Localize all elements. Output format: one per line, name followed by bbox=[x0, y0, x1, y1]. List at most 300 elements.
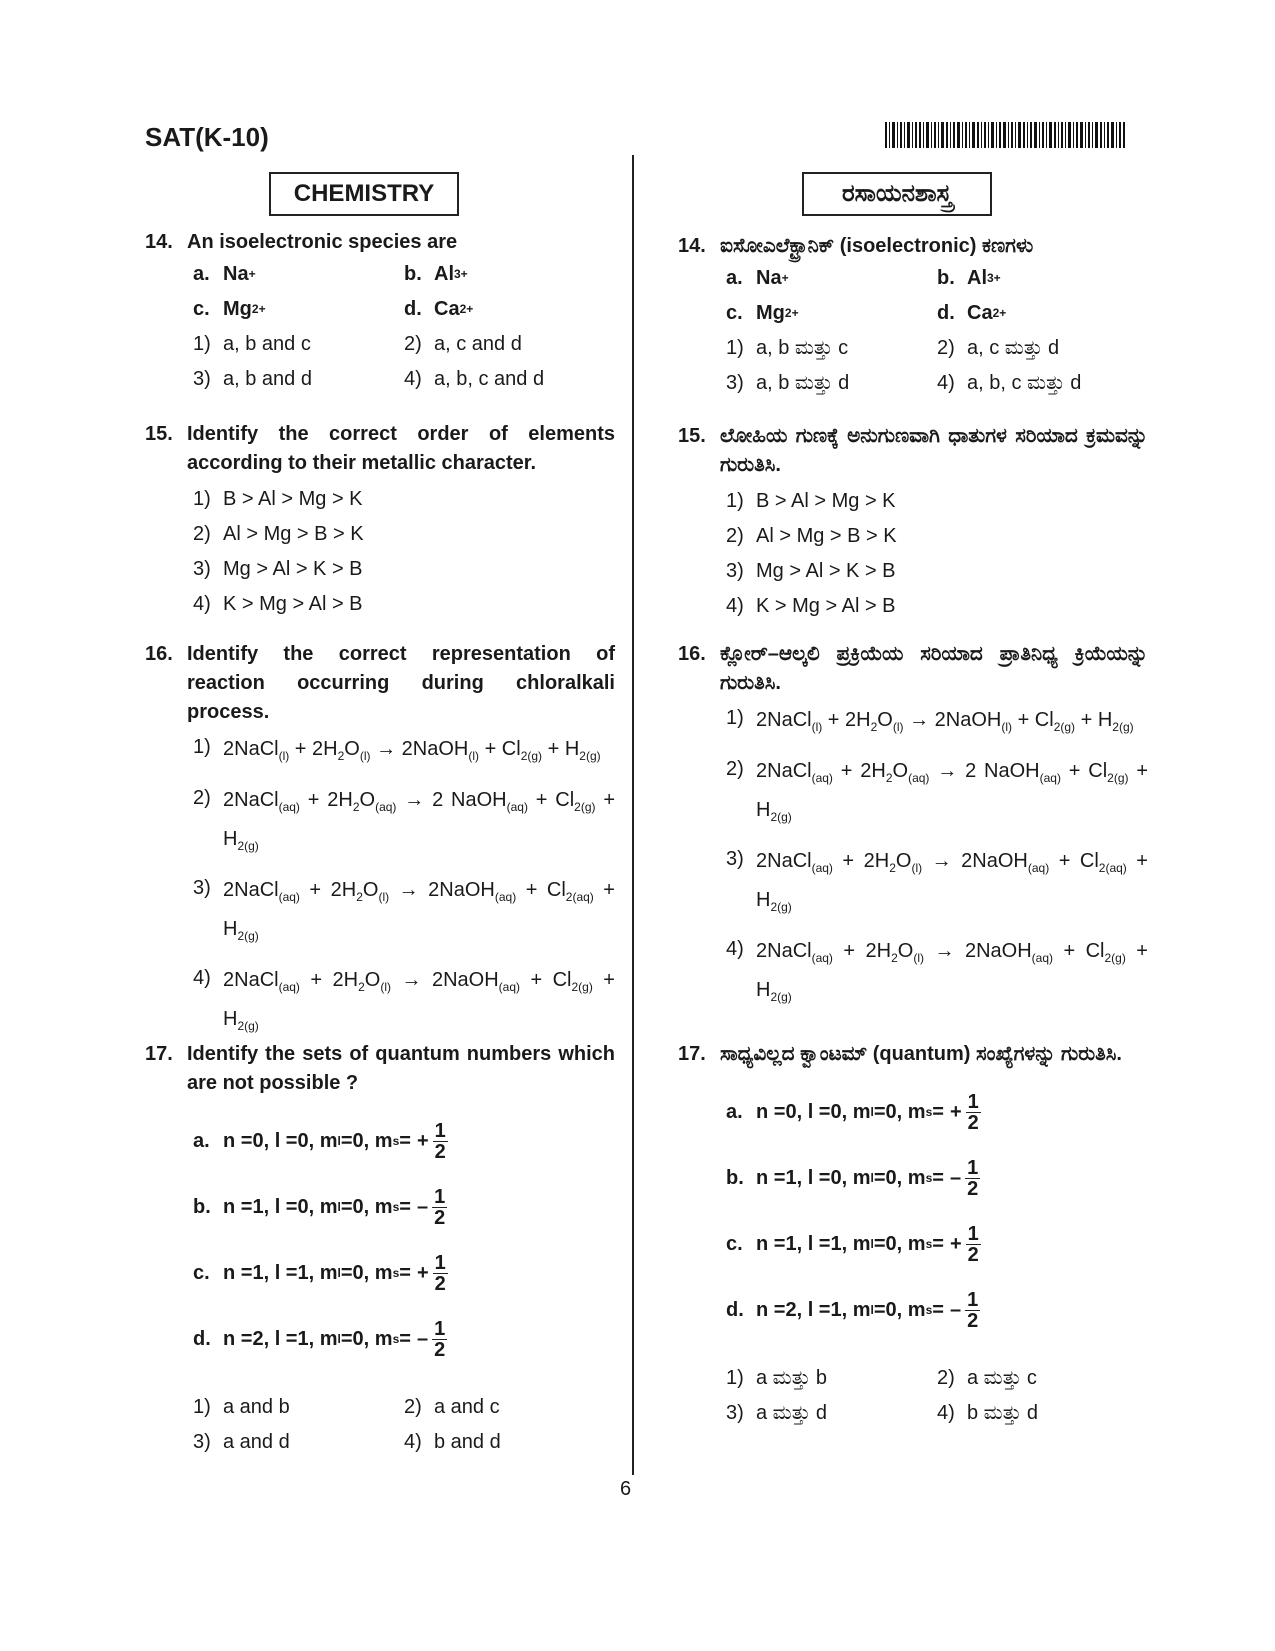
subscript: (l) bbox=[892, 720, 904, 734]
species-option bbox=[193, 295, 404, 324]
fraction-denominator: 2 bbox=[434, 1140, 446, 1163]
formula-text: n = bbox=[756, 1166, 786, 1189]
subscript: 2 bbox=[358, 980, 365, 994]
option-text: a ಮತ್ತು b bbox=[756, 1367, 828, 1389]
subscript: (aq) bbox=[506, 800, 528, 814]
formula-text: n = bbox=[223, 1129, 253, 1152]
formula-text: 2NaCl bbox=[223, 789, 279, 811]
answer-option bbox=[726, 554, 1148, 589]
option-text: Mg > Al > K > B bbox=[756, 560, 896, 582]
formula-text: + 2H bbox=[299, 879, 357, 901]
option-label: c. bbox=[726, 302, 743, 324]
species-symbol: Al bbox=[967, 267, 987, 289]
option-number: 3) bbox=[726, 560, 744, 582]
question-16 bbox=[145, 640, 615, 1054]
formula-text: , l = bbox=[263, 1195, 298, 1218]
answer-option bbox=[193, 1428, 404, 1457]
formula-text: , m bbox=[363, 1261, 393, 1284]
question-number: 14. bbox=[145, 231, 173, 253]
subscript: s bbox=[392, 1199, 400, 1214]
subscript: 2(g) bbox=[579, 749, 601, 763]
formula-text: = bbox=[340, 1261, 353, 1284]
l-value: 1 bbox=[830, 1232, 842, 1255]
spin-sign: – bbox=[949, 1298, 962, 1321]
formula-text: = bbox=[399, 1261, 411, 1284]
question-text: ಐಸೋಎಲೆಕ್ಟ್ರಾನಿಕ್ (isoelectronic) ಕಣಗಳು bbox=[720, 235, 1034, 257]
answer-option bbox=[726, 1364, 937, 1393]
formula-text: + H bbox=[1075, 709, 1113, 731]
option-label: d. bbox=[937, 302, 955, 324]
subscript: (l) bbox=[359, 749, 371, 763]
spin-sign: – bbox=[416, 1195, 429, 1218]
formula-text: , m bbox=[363, 1195, 393, 1218]
formula-text: 2NaCl bbox=[223, 879, 279, 901]
question-17 bbox=[678, 1040, 1148, 1431]
option-number: 1) bbox=[726, 707, 744, 729]
fraction bbox=[965, 1290, 980, 1331]
l-value: 0 bbox=[830, 1166, 842, 1189]
option-number: 2) bbox=[937, 1367, 955, 1389]
fraction bbox=[433, 1121, 448, 1162]
option-text: K > Mg > Al > B bbox=[223, 593, 363, 615]
fraction-denominator: 2 bbox=[967, 1111, 979, 1134]
species-symbol: Na bbox=[223, 263, 249, 285]
subscript: (l) bbox=[811, 720, 823, 734]
formula-text: + Cl bbox=[1060, 760, 1108, 782]
subscript: (aq) bbox=[811, 771, 833, 785]
answer-row bbox=[193, 362, 615, 397]
fraction bbox=[966, 1224, 981, 1265]
formula-text: → 2NaOH bbox=[903, 709, 1002, 731]
formula-text: = bbox=[873, 1100, 886, 1123]
subscript: (aq) bbox=[908, 771, 930, 785]
option-number: 3) bbox=[193, 1431, 211, 1453]
formula-text: , l = bbox=[796, 1232, 831, 1255]
formula-text: n = bbox=[756, 1232, 786, 1255]
species-symbol: Na bbox=[756, 267, 782, 289]
n-value: 1 bbox=[785, 1166, 797, 1189]
option-label: a. bbox=[726, 1100, 743, 1123]
option-text: B > Al > Mg > K bbox=[756, 490, 896, 512]
formula-text: , l = bbox=[263, 1261, 298, 1284]
reaction-equation bbox=[223, 784, 615, 862]
l-value: 0 bbox=[297, 1195, 309, 1218]
formula-text: → 2 NaOH bbox=[929, 760, 1040, 782]
fraction-numerator: 1 bbox=[434, 1119, 446, 1142]
option-text: Al > Mg > B > K bbox=[756, 525, 897, 547]
l-value: 0 bbox=[830, 1100, 842, 1123]
subscript: 2 bbox=[885, 771, 893, 785]
formula-text: → 2NaOH bbox=[924, 940, 1032, 962]
option-text: Mg > Al > K > B bbox=[223, 558, 363, 580]
subscript: 2(aq) bbox=[1098, 861, 1127, 875]
option-text: a and c bbox=[434, 1396, 500, 1418]
subscript: 2(g) bbox=[237, 839, 259, 853]
formula-text: , l = bbox=[796, 1298, 831, 1321]
option-number: 1) bbox=[726, 337, 744, 359]
spin-sign: + bbox=[416, 1261, 429, 1284]
subscript: (aq) bbox=[811, 951, 833, 965]
subscript: (aq) bbox=[375, 800, 397, 814]
species-symbol: Ca bbox=[434, 298, 460, 320]
subscript: 2(g) bbox=[237, 1019, 259, 1033]
reaction-option bbox=[726, 704, 1148, 743]
formula-text: , m bbox=[896, 1232, 926, 1255]
option-label: c. bbox=[193, 1261, 210, 1284]
option-text: a, c ಮತ್ತು d bbox=[967, 337, 1060, 359]
subscript: 2(g) bbox=[770, 900, 792, 914]
fraction bbox=[432, 1319, 447, 1360]
formula-text: 2NaCl bbox=[223, 738, 279, 760]
answer-option bbox=[193, 365, 404, 394]
option-label: b. bbox=[404, 263, 422, 285]
formula-text: = bbox=[873, 1232, 886, 1255]
formula-text: , m bbox=[308, 1327, 338, 1350]
reaction-equation bbox=[756, 704, 1148, 743]
subscript: 2(g) bbox=[237, 929, 259, 943]
formula-text: + Cl bbox=[527, 789, 575, 811]
species-symbol: Ca bbox=[967, 302, 993, 324]
ml-value: 0 bbox=[885, 1232, 897, 1255]
answer-option bbox=[404, 365, 615, 394]
species-symbol: Mg bbox=[756, 302, 785, 324]
option-number: 4) bbox=[937, 1402, 955, 1424]
formula-text: + H bbox=[756, 850, 1148, 911]
subscript: 2 bbox=[891, 951, 898, 965]
formula-text: = bbox=[932, 1232, 944, 1255]
subscript: (aq) bbox=[278, 800, 300, 814]
species-option bbox=[937, 264, 1148, 293]
answer-option bbox=[193, 552, 615, 587]
option-text: a ಮತ್ತು c bbox=[967, 1367, 1037, 1389]
answer-row bbox=[726, 331, 1148, 366]
option-text: K > Mg > Al > B bbox=[756, 595, 896, 617]
formula-text: n = bbox=[756, 1100, 786, 1123]
option-number: 4) bbox=[404, 368, 422, 390]
formula-text: , m bbox=[308, 1261, 338, 1284]
option-label: b. bbox=[937, 267, 955, 289]
fraction-numerator: 1 bbox=[967, 1090, 979, 1113]
formula-text: , m bbox=[363, 1129, 393, 1152]
formula-text: O bbox=[362, 879, 379, 901]
quantum-set bbox=[193, 1306, 615, 1372]
answer-option bbox=[726, 519, 1148, 554]
question-17 bbox=[145, 1040, 615, 1460]
species-row bbox=[193, 292, 615, 327]
subscript: l bbox=[870, 1236, 874, 1251]
formula-text: n = bbox=[223, 1261, 253, 1284]
n-value: 1 bbox=[785, 1232, 797, 1255]
fraction bbox=[432, 1187, 447, 1228]
answer-row bbox=[193, 1425, 615, 1460]
formula-text: n = bbox=[223, 1327, 253, 1350]
reaction-option bbox=[193, 964, 615, 1042]
subscript: (aq) bbox=[1031, 951, 1053, 965]
subscript: (l) bbox=[1001, 720, 1013, 734]
answer-option bbox=[937, 1364, 1148, 1393]
formula-text: + 2H bbox=[299, 789, 353, 811]
option-number: 4) bbox=[937, 372, 955, 394]
subscript: l bbox=[337, 1199, 341, 1214]
subscript: 2(g) bbox=[520, 749, 543, 763]
n-value: 1 bbox=[252, 1261, 264, 1284]
answer-option bbox=[937, 369, 1148, 398]
species-row bbox=[726, 261, 1148, 296]
species-charge: + bbox=[248, 267, 256, 281]
option-text: a, c and d bbox=[434, 333, 522, 355]
option-number: 3) bbox=[726, 1402, 744, 1424]
species-symbol: Mg bbox=[223, 298, 252, 320]
subscript: (l) bbox=[911, 861, 923, 875]
option-label: a. bbox=[193, 1129, 210, 1152]
answer-row bbox=[726, 366, 1148, 401]
formula-text: + 2H bbox=[299, 969, 359, 991]
subscript: 2(g) bbox=[1107, 771, 1129, 785]
n-value: 0 bbox=[252, 1129, 264, 1152]
subscript: 2(aq) bbox=[565, 890, 594, 904]
section-title: ರಸಾಯನಶಾಸ್ತ್ರ bbox=[802, 172, 992, 216]
formula-text: 2NaCl bbox=[756, 709, 812, 731]
formula-text: , m bbox=[308, 1129, 338, 1152]
option-number: 1) bbox=[193, 736, 211, 758]
answer-row bbox=[193, 1390, 615, 1425]
option-number: 1) bbox=[193, 488, 211, 510]
question-text: Identify the correct representation of reaction occurring during chloralkali process. bbox=[187, 643, 615, 723]
formula-text: = bbox=[932, 1166, 944, 1189]
question-number: 17. bbox=[145, 1043, 173, 1065]
formula-text: , m bbox=[896, 1166, 926, 1189]
option-label: c. bbox=[193, 298, 210, 320]
option-text: a, b ಮತ್ತು c bbox=[756, 337, 849, 359]
page-number: 6 bbox=[620, 1478, 632, 1500]
reaction-option bbox=[726, 935, 1148, 1013]
formula-text: + Cl bbox=[516, 879, 566, 901]
quantum-set bbox=[726, 1211, 1148, 1277]
fraction-denominator: 2 bbox=[967, 1243, 979, 1266]
fraction-numerator: 1 bbox=[967, 1222, 979, 1245]
option-label: c. bbox=[726, 1232, 743, 1255]
formula-text: = bbox=[873, 1298, 886, 1321]
question-14 bbox=[678, 232, 1148, 401]
formula-text: + H bbox=[223, 789, 616, 850]
l-value: 1 bbox=[297, 1261, 309, 1284]
species-option bbox=[726, 264, 937, 293]
species-row bbox=[193, 257, 615, 292]
option-label: b. bbox=[726, 1166, 744, 1189]
formula-text: = bbox=[340, 1327, 353, 1350]
formula-text: → 2NaOH bbox=[922, 850, 1028, 872]
answer-option bbox=[726, 334, 937, 363]
ml-value: 0 bbox=[885, 1166, 897, 1189]
formula-text: + Cl bbox=[479, 738, 521, 760]
subscript: 2(g) bbox=[770, 990, 792, 1004]
formula-text: + Cl bbox=[520, 969, 572, 991]
option-label: d. bbox=[726, 1298, 744, 1321]
fraction-numerator: 1 bbox=[967, 1156, 979, 1179]
formula-text: O bbox=[892, 760, 909, 782]
option-text: a, b, c ಮತ್ತು d bbox=[967, 372, 1082, 394]
fraction bbox=[433, 1253, 448, 1294]
option-label: b. bbox=[193, 1195, 211, 1218]
subscript: 2(g) bbox=[574, 800, 596, 814]
spin-sign: + bbox=[949, 1100, 962, 1123]
subscript: l bbox=[870, 1302, 874, 1317]
species-charge: + bbox=[781, 271, 789, 285]
option-text: b ಮತ್ತು d bbox=[967, 1402, 1039, 1424]
fraction bbox=[965, 1158, 980, 1199]
n-value: 1 bbox=[252, 1195, 264, 1218]
formula-text: , m bbox=[896, 1298, 926, 1321]
option-number: 1) bbox=[726, 490, 744, 512]
answer-option bbox=[937, 1399, 1148, 1428]
formula-text: + Cl bbox=[1012, 709, 1054, 731]
formula-text: = bbox=[340, 1129, 353, 1152]
formula-text: , m bbox=[896, 1100, 926, 1123]
formula-text: 2NaCl bbox=[223, 969, 279, 991]
subscript: s bbox=[392, 1265, 400, 1280]
question-number: 17. bbox=[678, 1043, 706, 1065]
question-16 bbox=[678, 640, 1148, 1025]
barcode-icon bbox=[885, 122, 1125, 148]
formula-text: , l = bbox=[263, 1129, 298, 1152]
formula-text: + H bbox=[756, 940, 1148, 1001]
question-number: 15. bbox=[678, 425, 706, 447]
subscript: (aq) bbox=[494, 890, 517, 904]
subscript: 2(g) bbox=[1053, 720, 1076, 734]
option-number: 3) bbox=[726, 372, 744, 394]
formula-text: O bbox=[897, 940, 914, 962]
answer-option bbox=[404, 1393, 615, 1422]
subscript: (aq) bbox=[278, 890, 300, 904]
spin-sign: – bbox=[949, 1166, 962, 1189]
answer-row bbox=[726, 1361, 1148, 1396]
option-text: a, b and d bbox=[223, 368, 312, 390]
subscript: l bbox=[337, 1331, 341, 1346]
species-symbol: Al bbox=[434, 263, 454, 285]
option-label: a. bbox=[726, 267, 743, 289]
reaction-option bbox=[726, 845, 1148, 923]
formula-text: 2NaCl bbox=[756, 760, 812, 782]
quantum-set bbox=[726, 1145, 1148, 1211]
subscript: s bbox=[925, 1104, 933, 1119]
option-text: B > Al > Mg > K bbox=[223, 488, 363, 510]
subscript: 2 bbox=[352, 800, 360, 814]
subscript: l bbox=[870, 1170, 874, 1185]
section-title: CHEMISTRY bbox=[269, 172, 459, 216]
formula-text: , m bbox=[841, 1100, 871, 1123]
species-option bbox=[404, 295, 615, 324]
option-text: a, b and c bbox=[223, 333, 311, 355]
question-15 bbox=[678, 422, 1148, 624]
species-charge: 2+ bbox=[459, 302, 474, 316]
reaction-option bbox=[193, 874, 615, 952]
subscript: 2(g) bbox=[1104, 951, 1126, 965]
answer-option bbox=[937, 334, 1148, 363]
subscript: (aq) bbox=[811, 861, 833, 875]
fraction-denominator: 2 bbox=[967, 1309, 979, 1332]
subscript: s bbox=[925, 1236, 933, 1251]
question-text: ಕ್ಲೋರ್–ಆಲ್ಕಲಿ ಪ್ರಕ್ರಿಯೆಯ ಸರಿಯಾದ ಪ್ರಾತಿನಿಧ್ಯ ಕ್ರಿಯೆಯನ್ನು ಗುರುತಿಸಿ. bbox=[720, 643, 1148, 694]
option-number: 3) bbox=[193, 558, 211, 580]
answer-row bbox=[193, 327, 615, 362]
fraction bbox=[966, 1092, 981, 1133]
fraction-denominator: 2 bbox=[434, 1338, 446, 1361]
option-text: b and d bbox=[434, 1431, 501, 1453]
question-number: 16. bbox=[145, 643, 173, 665]
formula-text: + 2H bbox=[832, 760, 886, 782]
formula-text: + 2H bbox=[822, 709, 871, 731]
subscript: (aq) bbox=[1039, 771, 1061, 785]
formula-text: + 2H bbox=[289, 738, 338, 760]
species-option bbox=[726, 299, 937, 328]
subscript: (l) bbox=[468, 749, 480, 763]
subscript: (aq) bbox=[278, 980, 300, 994]
formula-text: = bbox=[340, 1195, 353, 1218]
question-number: 16. bbox=[678, 643, 706, 665]
question-15 bbox=[145, 420, 615, 622]
n-value: 2 bbox=[252, 1327, 264, 1350]
option-text: a and d bbox=[223, 1431, 290, 1453]
ml-value: 0 bbox=[885, 1100, 897, 1123]
reaction-equation bbox=[756, 935, 1148, 1013]
formula-text: + Cl bbox=[1053, 940, 1105, 962]
formula-text: = bbox=[399, 1195, 411, 1218]
ml-value: 0 bbox=[352, 1327, 364, 1350]
formula-text: = bbox=[399, 1129, 411, 1152]
option-number: 1) bbox=[193, 333, 211, 355]
formula-text: = bbox=[399, 1327, 411, 1350]
subscript: (l) bbox=[380, 980, 392, 994]
spin-sign: + bbox=[416, 1129, 429, 1152]
answer-option bbox=[726, 369, 937, 398]
option-number: 4) bbox=[726, 595, 744, 617]
option-label: a. bbox=[193, 263, 210, 285]
option-number: 3) bbox=[193, 368, 211, 390]
species-row bbox=[726, 296, 1148, 331]
formula-text: , m bbox=[841, 1232, 871, 1255]
option-number: 4) bbox=[404, 1431, 422, 1453]
option-number: 2) bbox=[726, 525, 744, 547]
formula-text: 2NaCl bbox=[756, 940, 812, 962]
subscript: (aq) bbox=[498, 980, 520, 994]
option-number: 2) bbox=[937, 337, 955, 359]
option-number: 4) bbox=[193, 967, 211, 989]
reaction-option bbox=[726, 755, 1148, 833]
answer-option bbox=[404, 330, 615, 359]
n-value: 2 bbox=[785, 1298, 797, 1321]
spin-sign: + bbox=[949, 1232, 962, 1255]
reaction-option bbox=[193, 784, 615, 862]
formula-text: + 2H bbox=[832, 940, 892, 962]
formula-text: n = bbox=[756, 1298, 786, 1321]
option-number: 4) bbox=[726, 938, 744, 960]
answer-option bbox=[193, 482, 615, 517]
option-number: 2) bbox=[404, 333, 422, 355]
species-option bbox=[937, 299, 1148, 328]
answer-option bbox=[726, 589, 1148, 624]
option-text: a, b, c and d bbox=[434, 368, 545, 390]
option-text: a, b ಮತ್ತು d bbox=[756, 372, 850, 394]
subscript: 2(g) bbox=[770, 810, 792, 824]
option-label: d. bbox=[193, 1327, 211, 1350]
subscript: l bbox=[870, 1104, 874, 1119]
formula-text: , m bbox=[841, 1166, 871, 1189]
option-text: a ಮತ್ತು d bbox=[756, 1402, 828, 1424]
l-value: 1 bbox=[830, 1298, 842, 1321]
formula-text: O bbox=[877, 709, 893, 731]
subscript: 2 bbox=[337, 749, 345, 763]
reaction-option bbox=[193, 733, 615, 772]
